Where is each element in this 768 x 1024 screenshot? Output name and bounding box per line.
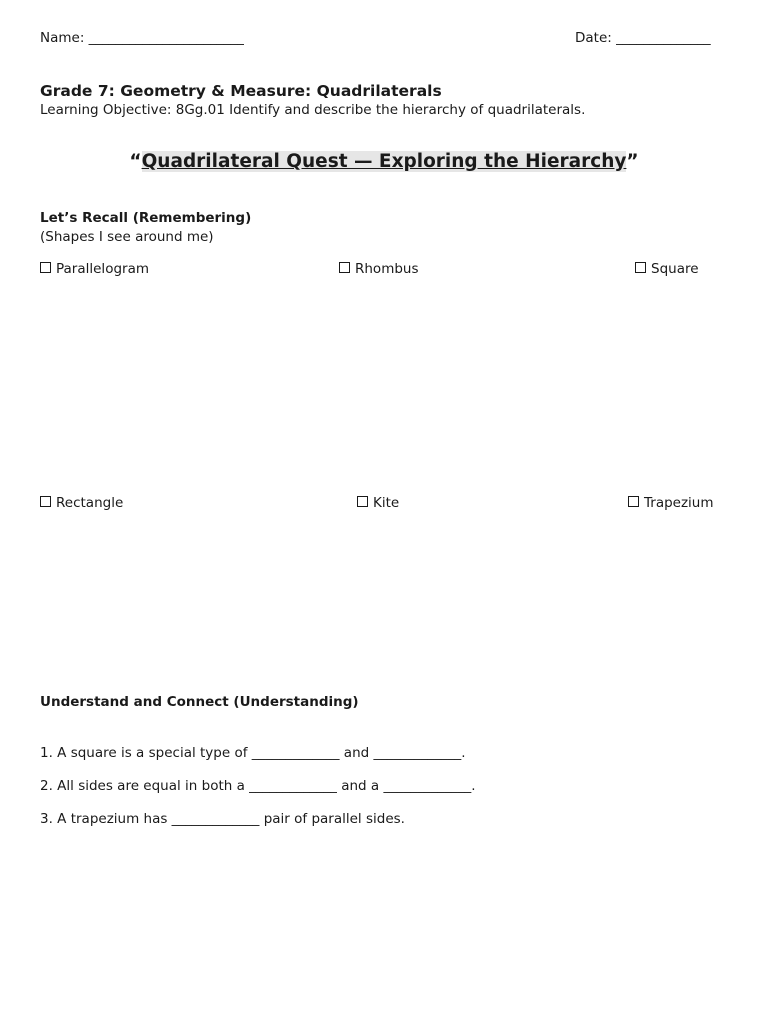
shape-option-rectangle[interactable] [40,495,123,511]
shape-option-square[interactable] [635,261,699,277]
question-1: 1. A square is a special type of _____________ and _____________. [40,745,466,761]
shape-label: Rectangle [56,495,124,511]
checkbox-icon[interactable] [357,496,368,507]
shape-label: Trapezium [644,495,714,511]
title-open-quote: “ [129,151,142,172]
recall-heading: Let’s Recall (Remembering) [40,210,252,226]
title-close-quote: ” [626,151,639,172]
shape-option-trapezium[interactable] [628,495,714,511]
shape-option-parallelogram[interactable] [40,261,149,277]
shape-option-kite[interactable] [357,495,399,511]
shape-label: Parallelogram [56,261,149,277]
shape-label: Square [651,261,699,277]
shape-label: Rhombus [355,261,419,277]
name-field-label: Name: _______________________ [40,30,244,46]
checkbox-icon[interactable] [40,496,51,507]
checkbox-icon[interactable] [628,496,639,507]
shape-option-rhombus[interactable] [339,261,419,277]
worksheet-title [0,151,768,172]
understand-heading: Understand and Connect (Understanding) [40,694,359,710]
shape-label: Kite [373,495,400,511]
grade-heading: Grade 7: Geometry & Measure: Quadrilaterals [40,82,442,100]
checkbox-icon[interactable] [40,262,51,273]
checkbox-icon[interactable] [635,262,646,273]
checkbox-icon[interactable] [339,262,350,273]
recall-subheading: (Shapes I see around me) [40,229,214,245]
date-field-label: Date: ______________ [575,30,711,46]
question-2: 2. All sides are equal in both a _____________ and a _____________. [40,778,476,794]
learning-objective: Learning Objective: 8Gg.01 Identify and describe the hierarchy of quadrilaterals. [40,102,586,118]
worksheet-title-text: Quadrilateral Quest — Exploring the Hierarchy [141,151,627,172]
question-3: 3. A trapezium has _____________ pair of parallel sides. [40,811,405,827]
